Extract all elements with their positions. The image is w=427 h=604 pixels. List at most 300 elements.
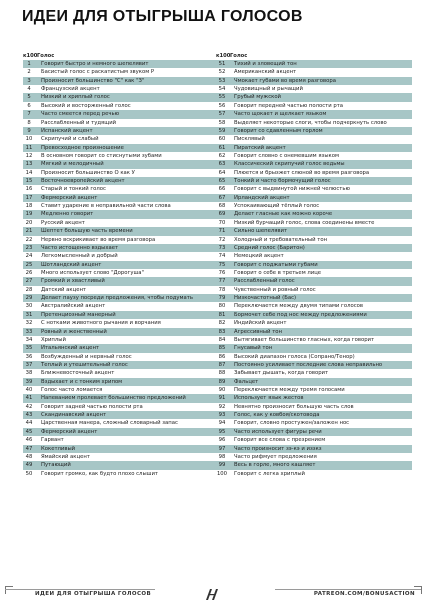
table-row bbox=[216, 302, 412, 310]
header-dice: к100 bbox=[216, 53, 231, 59]
row-number: 86 bbox=[218, 353, 226, 360]
row-voice-text: Выделяет некоторые слоги, чтобы подчеркнуть слово bbox=[234, 119, 387, 126]
row-voice-text: Говорит со сдавленным горлом bbox=[234, 127, 323, 134]
row-voice-text: Ближневосточный акцент bbox=[41, 370, 115, 377]
row-number: 66 bbox=[218, 186, 226, 193]
row-voice-text: Чмокает губами во время разговора bbox=[234, 77, 336, 84]
row-number: 61 bbox=[218, 144, 226, 151]
row-voice-text: Агрессивный тон bbox=[234, 328, 282, 335]
row-number: 80 bbox=[218, 303, 226, 310]
table-row bbox=[216, 135, 412, 143]
row-voice-text: Громкий и хвастливый bbox=[41, 278, 105, 285]
row-voice-text: Превосходное произношение bbox=[41, 144, 124, 151]
row-voice-text: Шотландский акцент bbox=[41, 261, 102, 268]
row-number: 76 bbox=[218, 269, 226, 276]
table-row bbox=[23, 353, 220, 361]
table-row bbox=[216, 68, 412, 76]
row-voice-text: Претенциозный манерный bbox=[41, 311, 116, 318]
row-number: 16 bbox=[25, 186, 33, 193]
row-voice-text: Переключается между двумя типами голосов bbox=[234, 303, 363, 310]
row-number: 15 bbox=[25, 178, 33, 185]
table-row bbox=[216, 419, 412, 427]
voice-table-left bbox=[23, 52, 220, 478]
table-row bbox=[23, 244, 220, 252]
row-voice-text: Путающий bbox=[41, 462, 71, 469]
row-number: 5 bbox=[27, 94, 31, 101]
row-voice-text: Писклявый bbox=[234, 136, 265, 143]
row-number: 37 bbox=[25, 361, 33, 368]
row-number: 72 bbox=[218, 236, 226, 243]
table-row bbox=[23, 436, 220, 444]
table-row bbox=[23, 160, 220, 168]
table-row bbox=[216, 328, 412, 336]
table-row bbox=[216, 311, 412, 319]
row-voice-text: Невнятно произносит большую часть слов bbox=[234, 403, 354, 410]
table-row bbox=[23, 252, 220, 260]
table-row bbox=[216, 470, 412, 478]
table-row bbox=[23, 152, 220, 160]
row-number: 57 bbox=[218, 111, 226, 118]
table-row bbox=[216, 453, 412, 461]
row-voice-text: Скрипучий и слабый bbox=[41, 136, 99, 143]
row-number: 95 bbox=[218, 428, 226, 435]
row-voice-text: Холодный и требовательный тон bbox=[234, 236, 328, 243]
row-number: 55 bbox=[218, 94, 226, 101]
row-number: 71 bbox=[218, 228, 226, 235]
row-voice-text: Часто щокает и щелкает языком bbox=[234, 111, 327, 118]
row-number: 73 bbox=[218, 244, 226, 251]
table-row bbox=[23, 403, 220, 411]
row-voice-text: Средний голос (Баритон) bbox=[234, 244, 305, 251]
row-number: 77 bbox=[218, 278, 226, 285]
table-row bbox=[23, 378, 220, 386]
row-number: 98 bbox=[218, 453, 226, 460]
row-voice-text: Расслабленный и тудящий bbox=[41, 119, 117, 126]
table-row bbox=[23, 361, 220, 369]
table-row bbox=[216, 185, 412, 193]
table-row bbox=[216, 102, 412, 110]
table-row bbox=[216, 286, 412, 294]
row-number: 62 bbox=[218, 152, 226, 159]
row-number: 24 bbox=[25, 253, 33, 260]
row-voice-text: Возбужденный и нервный голос bbox=[41, 353, 132, 360]
row-voice-text: Тонкий и часто бормочущий голос bbox=[234, 178, 331, 185]
row-voice-text: С нотками животного рычания и ворчания bbox=[41, 320, 161, 327]
table-row bbox=[23, 135, 220, 143]
row-voice-text: Низкочастотный (Бас) bbox=[234, 295, 297, 302]
row-number: 12 bbox=[25, 152, 33, 159]
row-number: 27 bbox=[25, 278, 33, 285]
row-voice-text: Говорит с выдвинутой нижней челюстью bbox=[234, 186, 350, 193]
row-number: 3 bbox=[27, 77, 31, 84]
table-row bbox=[216, 277, 412, 285]
row-voice-text: Австралийский акцент bbox=[41, 303, 106, 310]
table-row bbox=[23, 77, 220, 85]
row-voice-text: Ямайский акцент bbox=[41, 453, 90, 460]
row-voice-text: Ровный и женственный bbox=[41, 328, 107, 335]
row-number: 91 bbox=[218, 395, 226, 402]
row-number: 87 bbox=[218, 361, 226, 368]
table-row bbox=[216, 378, 412, 386]
row-voice-text: Говорит с поджатыми губами bbox=[234, 261, 318, 268]
row-number: 30 bbox=[25, 303, 33, 310]
table-row bbox=[23, 102, 220, 110]
table-row bbox=[216, 194, 412, 202]
table-row bbox=[216, 336, 412, 344]
row-voice-text: Забывает дышать, когда говорит bbox=[234, 370, 329, 377]
table-row bbox=[23, 236, 220, 244]
row-number: 22 bbox=[25, 236, 33, 243]
row-number: 43 bbox=[25, 412, 33, 419]
row-voice-text: Индийский акцент bbox=[234, 320, 287, 327]
table-row bbox=[23, 461, 220, 469]
table-row bbox=[216, 93, 412, 101]
row-number: 23 bbox=[25, 244, 33, 251]
row-voice-text: Классический скрипучий голос ведьмы bbox=[234, 161, 345, 168]
table-row bbox=[23, 445, 220, 453]
row-voice-text: Произносит большинство "С" как "З" bbox=[41, 77, 145, 84]
row-voice-text: Говорит все слова с презрением bbox=[234, 437, 326, 444]
table-row bbox=[216, 219, 412, 227]
row-voice-text: Сильно шепелявит bbox=[234, 228, 288, 235]
table-row bbox=[23, 269, 220, 277]
row-voice-text: Говорит передней частью полости рта bbox=[234, 102, 344, 109]
row-voice-text: Весь в горле, много кашляет bbox=[234, 462, 316, 469]
row-voice-text: Переключается между тремя голосами bbox=[234, 387, 345, 394]
table-row bbox=[23, 202, 220, 210]
row-number: 58 bbox=[218, 119, 226, 126]
table-row bbox=[216, 252, 412, 260]
row-voice-text: Кокетливый bbox=[41, 445, 76, 452]
row-voice-text: Итальянский акцент bbox=[41, 345, 99, 352]
table-header bbox=[216, 52, 412, 60]
table-row bbox=[23, 369, 220, 377]
row-number: 96 bbox=[218, 437, 226, 444]
table-row bbox=[23, 144, 220, 152]
table-row bbox=[216, 236, 412, 244]
table-row bbox=[216, 261, 412, 269]
row-voice-text: Нервно вскрикивает во время разговора bbox=[41, 236, 156, 243]
row-number: 83 bbox=[218, 328, 226, 335]
table-row bbox=[216, 411, 412, 419]
row-voice-text: Шептет большую часть времени bbox=[41, 228, 133, 235]
row-voice-text: Говорит быстро и немного шепелявит bbox=[41, 61, 149, 67]
row-number: 8 bbox=[27, 119, 31, 126]
row-voice-text: Немецкий акцент bbox=[234, 253, 284, 260]
row-voice-text: Тихий и зловещий тон bbox=[234, 61, 297, 67]
row-voice-text: Грубый мужской bbox=[234, 94, 281, 101]
left-rows bbox=[23, 60, 220, 478]
row-number: 48 bbox=[25, 453, 33, 460]
row-number: 56 bbox=[218, 102, 226, 109]
row-number: 2 bbox=[27, 69, 31, 76]
row-voice-text: Говорит с легка хриплый bbox=[234, 470, 305, 477]
table-row bbox=[23, 210, 220, 218]
row-voice-text: Пиратский акцент bbox=[234, 144, 286, 151]
footer-divider bbox=[275, 589, 422, 590]
row-number: 79 bbox=[218, 295, 226, 302]
table-row bbox=[23, 470, 220, 478]
table-row bbox=[23, 344, 220, 352]
row-number: 54 bbox=[218, 86, 226, 93]
row-voice-text: Американский акцент bbox=[234, 69, 297, 76]
row-number: 34 bbox=[25, 336, 33, 343]
table-row bbox=[23, 336, 220, 344]
row-voice-text: Низкий бурчащий голос, слова соединены вместе bbox=[234, 219, 375, 226]
row-voice-text: Гарвант bbox=[41, 437, 64, 444]
row-number: 59 bbox=[218, 127, 226, 134]
row-voice-text: Часто использует фигуры речи bbox=[234, 428, 322, 435]
row-number: 20 bbox=[25, 219, 33, 226]
table-row bbox=[23, 286, 220, 294]
table-row bbox=[23, 419, 220, 427]
table-row bbox=[23, 311, 220, 319]
row-number: 32 bbox=[25, 320, 33, 327]
row-number: 51 bbox=[218, 61, 226, 67]
row-voice-text: Говорит задней частью полости рта bbox=[41, 403, 143, 410]
row-number: 38 bbox=[25, 370, 33, 377]
table-row bbox=[216, 60, 412, 68]
row-voice-text: Часто рифмует предложения bbox=[234, 453, 317, 460]
row-number: 11 bbox=[25, 144, 33, 151]
row-voice-text: Голос часто ломается bbox=[41, 387, 103, 394]
row-number: 75 bbox=[218, 261, 226, 268]
row-voice-text: Говорит громко, как будто плохо слышит bbox=[41, 470, 159, 477]
row-voice-text: Испанский акцент bbox=[41, 127, 93, 134]
row-voice-text: Делает гласные как можно короче bbox=[234, 211, 333, 218]
row-voice-text: Вытягивает большинство гласных, когда говорит bbox=[234, 336, 375, 343]
row-number: 45 bbox=[25, 428, 33, 435]
row-number: 65 bbox=[218, 178, 226, 185]
header-dice: к100 bbox=[23, 53, 38, 59]
corner-ornament bbox=[414, 586, 422, 594]
row-voice-text: Царственная манера, сложный словарный запас bbox=[41, 420, 178, 427]
row-number: 70 bbox=[218, 219, 226, 226]
table-row bbox=[216, 344, 412, 352]
table-row bbox=[23, 119, 220, 127]
row-voice-text: Бормочет себе под нос между предложениями bbox=[234, 311, 367, 318]
row-number: 67 bbox=[218, 194, 226, 201]
row-number: 78 bbox=[218, 286, 226, 293]
row-number: 46 bbox=[25, 437, 33, 444]
table-row bbox=[23, 60, 220, 68]
row-number: 47 bbox=[25, 445, 33, 452]
table-row bbox=[216, 269, 412, 277]
row-number: 13 bbox=[25, 161, 33, 168]
table-row bbox=[216, 445, 412, 453]
row-voice-text: Ставит ударение в неправильной части слова bbox=[41, 203, 171, 210]
row-voice-text: Голос, как у ковбоя/скотовода bbox=[234, 412, 320, 419]
row-voice-text: Восточноевропейский акцент bbox=[41, 178, 125, 185]
row-number: 17 bbox=[25, 194, 33, 201]
row-voice-text: Использует язык жестов bbox=[234, 395, 304, 402]
row-voice-text: Часто смеется перед речью bbox=[41, 111, 120, 118]
row-number: 40 bbox=[25, 387, 33, 394]
row-voice-text: Напеванием пролевает большинство предложений bbox=[41, 395, 186, 402]
row-voice-text: Басистый голос с раскатистым звуком Р bbox=[41, 69, 155, 76]
table-row bbox=[216, 177, 412, 185]
row-number: 68 bbox=[218, 203, 226, 210]
row-number: 74 bbox=[218, 253, 226, 260]
table-row bbox=[23, 93, 220, 101]
row-voice-text: Теплый и утешительный голос bbox=[41, 361, 128, 368]
row-voice-text: Успокаивающий тёплый голос bbox=[234, 203, 320, 210]
table-row bbox=[216, 119, 412, 127]
table-header bbox=[23, 52, 220, 60]
row-voice-text: Произносит большинство О как У bbox=[41, 169, 135, 176]
row-voice-text: Расслабленный голос bbox=[234, 278, 295, 285]
row-number: 99 bbox=[218, 462, 226, 469]
footer-divider bbox=[5, 589, 155, 590]
row-number: 36 bbox=[25, 353, 33, 360]
row-number: 41 bbox=[25, 395, 33, 402]
row-voice-text: Делает паузу посреди предложения, чтобы подумать bbox=[41, 295, 193, 302]
row-number: 63 bbox=[218, 161, 226, 168]
table-row bbox=[23, 302, 220, 310]
row-number: 60 bbox=[218, 136, 226, 143]
row-voice-text: Ирландский акцент bbox=[234, 194, 290, 201]
table-row bbox=[216, 386, 412, 394]
row-number: 7 bbox=[27, 111, 31, 118]
row-number: 6 bbox=[27, 102, 31, 109]
table-row bbox=[216, 77, 412, 85]
row-number: 1 bbox=[27, 61, 31, 67]
table-row bbox=[23, 185, 220, 193]
row-voice-text: Датский акцент bbox=[41, 286, 87, 293]
row-voice-text: Высокий и восторженный голос bbox=[41, 102, 131, 109]
row-voice-text: Французский акцент bbox=[41, 86, 100, 93]
table-row bbox=[216, 436, 412, 444]
row-voice-text: Низкий и хриплый голос bbox=[41, 94, 110, 101]
page-footer bbox=[0, 581, 427, 604]
row-number: 81 bbox=[218, 311, 226, 318]
row-number: 28 bbox=[25, 286, 33, 293]
table-row bbox=[216, 227, 412, 235]
row-voice-text: Медленно говорит bbox=[41, 211, 94, 218]
table-row bbox=[216, 169, 412, 177]
table-row bbox=[23, 319, 220, 327]
row-number: 97 bbox=[218, 445, 226, 452]
row-number: 50 bbox=[25, 470, 33, 477]
row-voice-text: Гнусавый тон bbox=[234, 345, 273, 352]
table-row bbox=[23, 68, 220, 76]
table-row bbox=[216, 110, 412, 118]
row-number: 18 bbox=[25, 203, 33, 210]
row-number: 42 bbox=[25, 403, 33, 410]
row-voice-text: Фермерский акцент bbox=[41, 194, 98, 201]
row-number: 52 bbox=[218, 69, 226, 76]
row-number: 89 bbox=[218, 378, 226, 385]
row-voice-text: Фальцет bbox=[234, 378, 259, 385]
row-voice-text: Легкомысленный и добрый bbox=[41, 253, 118, 260]
table-row bbox=[23, 194, 220, 202]
footer-link[interactable]: PATREON.COM/BONUSACTION bbox=[313, 591, 415, 597]
table-row bbox=[216, 319, 412, 327]
row-voice-text: Плюется и брызжет слюной во время разговора bbox=[234, 169, 370, 176]
corner-ornament bbox=[5, 586, 13, 594]
row-number: 29 bbox=[25, 295, 33, 302]
row-voice-text: Чувственный и ровный голос bbox=[234, 286, 316, 293]
table-row bbox=[216, 394, 412, 402]
row-voice-text: Хриплый bbox=[41, 336, 66, 343]
row-voice-text: Говорит, словно простужен/заложен нос bbox=[234, 420, 350, 427]
row-number: 90 bbox=[218, 387, 226, 394]
row-number: 85 bbox=[218, 345, 226, 352]
row-number: 92 bbox=[218, 403, 226, 410]
table-row bbox=[216, 403, 412, 411]
row-voice-text: Мягкий и мелодичный bbox=[41, 161, 104, 168]
row-number: 9 bbox=[27, 127, 31, 134]
table-row bbox=[23, 110, 220, 118]
row-number: 19 bbox=[25, 211, 33, 218]
table-row bbox=[216, 461, 412, 469]
table-row bbox=[216, 210, 412, 218]
table-row bbox=[23, 328, 220, 336]
table-row bbox=[23, 453, 220, 461]
row-number: 10 bbox=[25, 136, 33, 143]
row-number: 100 bbox=[216, 470, 228, 477]
row-number: 14 bbox=[25, 169, 33, 176]
row-number: 35 bbox=[25, 345, 33, 352]
row-voice-text: Часто произносит зэ-кэ и иззкз bbox=[234, 445, 322, 452]
table-row bbox=[216, 369, 412, 377]
footer-title: ИДЕИ ДЛЯ ОТЫГРЫША ГОЛОСОВ bbox=[35, 591, 152, 597]
row-voice-text: Вздыхает и с тонким хрипом bbox=[41, 378, 123, 385]
row-number: 25 bbox=[25, 261, 33, 268]
table-row bbox=[216, 361, 412, 369]
table-row bbox=[216, 152, 412, 160]
table-row bbox=[216, 127, 412, 135]
row-voice-text: Высокий диапазон голоса (Сопрано/Тенор) bbox=[234, 353, 355, 360]
header-voice: Голос bbox=[37, 53, 55, 59]
row-number: 88 bbox=[218, 370, 226, 377]
table-row bbox=[23, 277, 220, 285]
table-row bbox=[216, 294, 412, 302]
table-row bbox=[23, 219, 220, 227]
table-row bbox=[23, 85, 220, 93]
row-number: 26 bbox=[25, 269, 33, 276]
table-row bbox=[23, 386, 220, 394]
row-number: 93 bbox=[218, 412, 226, 419]
row-voice-text: Постоянно усиливает последние слова неправильно bbox=[234, 361, 383, 368]
table-row bbox=[23, 169, 220, 177]
row-voice-text: Говорит о себе в третьем лице bbox=[234, 269, 322, 276]
row-voice-text: Чудовищный и рычащий bbox=[234, 86, 303, 93]
table-row bbox=[216, 244, 412, 252]
row-voice-text: Скандинавский акцент bbox=[41, 412, 107, 419]
row-voice-text: Русский акцент bbox=[41, 219, 85, 226]
table-row bbox=[23, 294, 220, 302]
row-number: 31 bbox=[25, 311, 33, 318]
table-row bbox=[216, 85, 412, 93]
table-row bbox=[23, 177, 220, 185]
header-voice: Голос bbox=[230, 53, 248, 59]
row-number: 69 bbox=[218, 211, 226, 218]
row-number: 82 bbox=[218, 320, 226, 327]
table-row bbox=[216, 202, 412, 210]
row-number: 39 bbox=[25, 378, 33, 385]
row-voice-text: Говорит словно с онемевшим языком bbox=[234, 152, 339, 159]
table-row bbox=[23, 394, 220, 402]
row-number: 84 bbox=[218, 336, 226, 343]
right-rows bbox=[216, 60, 412, 478]
page-title: ИДЕИ ДЛЯ ОТЫГРЫША ГОЛОСОВ bbox=[22, 8, 303, 25]
table-row bbox=[23, 428, 220, 436]
table-row bbox=[216, 144, 412, 152]
bonus-action-logo-icon bbox=[205, 588, 219, 601]
row-number: 49 bbox=[25, 462, 33, 469]
row-number: 53 bbox=[218, 77, 226, 84]
